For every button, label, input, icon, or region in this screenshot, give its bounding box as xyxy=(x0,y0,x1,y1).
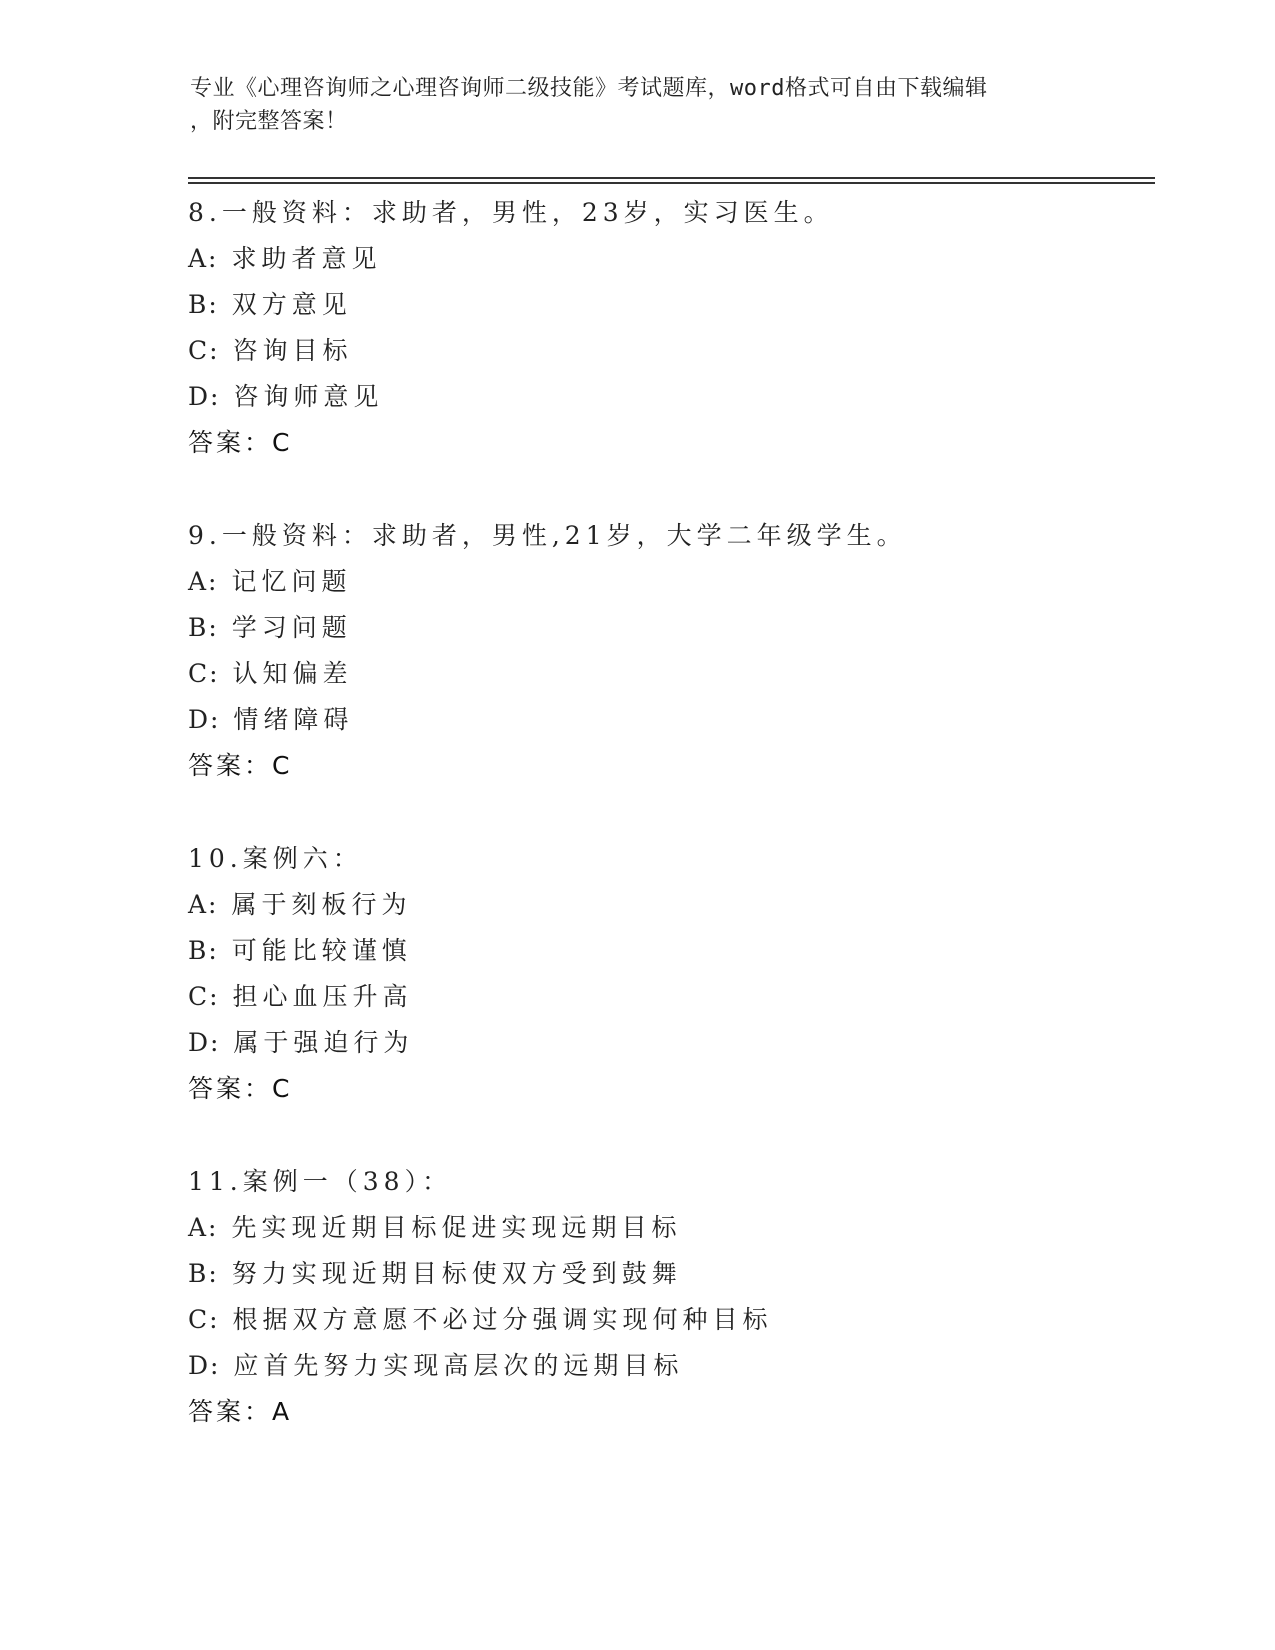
option-letter: A: xyxy=(188,244,219,273)
question-11 xyxy=(188,1159,1148,1435)
option-letter: B: xyxy=(188,936,219,965)
header-line-1: 专业《心理咨询师之心理咨询师二级技能》考试题库，word格式可自由下载编辑 xyxy=(190,76,988,101)
option-b xyxy=(188,605,1148,651)
option-letter: C: xyxy=(188,982,220,1011)
option-letter: A: xyxy=(188,890,219,919)
option-text: 努力实现近期目标使双方受到鼓舞 xyxy=(231,1259,682,1288)
option-text: 学习问题 xyxy=(231,613,352,642)
option-letter: D: xyxy=(188,382,221,411)
option-text: 认知偏差 xyxy=(232,659,353,688)
question-10 xyxy=(188,836,1148,1112)
question-stem: 8.一般资料：求助者，男性，23岁，实习医生。 xyxy=(188,198,834,227)
option-letter: D: xyxy=(188,1351,221,1380)
header-line-2: ，附完整答案！ xyxy=(190,109,348,134)
option-b xyxy=(188,1251,1148,1297)
option-text: 属于刻板行为 xyxy=(231,890,412,919)
header-divider-top xyxy=(188,177,1155,179)
option-text: 求助者意见 xyxy=(231,244,382,273)
question-stem: 10.案例六： xyxy=(188,844,363,873)
document-header xyxy=(190,72,1070,138)
option-text: 咨询师意见 xyxy=(233,382,384,411)
option-a xyxy=(188,1205,1148,1251)
answer-line: 答案：C xyxy=(188,1074,293,1103)
option-text: 根据双方意愿不必过分强调实现何种目标 xyxy=(232,1305,773,1334)
option-b xyxy=(188,928,1148,974)
option-c xyxy=(188,651,1148,697)
option-letter: D: xyxy=(188,705,221,734)
option-text: 双方意见 xyxy=(231,290,352,319)
header-divider-bottom xyxy=(188,182,1155,184)
question-stem: 9.一般资料：求助者，男性,21岁，大学二年级学生。 xyxy=(188,521,907,550)
option-text: 应首先努力实现高层次的远期目标 xyxy=(233,1351,684,1380)
option-c xyxy=(188,328,1148,374)
option-b xyxy=(188,282,1148,328)
option-text: 担心血压升高 xyxy=(232,982,413,1011)
option-letter: A: xyxy=(188,1213,219,1242)
option-d xyxy=(188,1020,1148,1066)
option-letter: B: xyxy=(188,1259,219,1288)
option-text: 记忆问题 xyxy=(231,567,352,596)
option-letter: C: xyxy=(188,336,220,365)
question-stem: 11.案例一（38）： xyxy=(188,1167,453,1196)
answer-line: 答案：C xyxy=(188,751,293,780)
option-letter: C: xyxy=(188,1305,220,1334)
option-text: 先实现近期目标促进实现远期目标 xyxy=(231,1213,682,1242)
option-c xyxy=(188,1297,1148,1343)
question-8 xyxy=(188,190,1148,466)
question-list xyxy=(188,190,1148,1435)
option-letter: D: xyxy=(188,1028,221,1057)
option-d xyxy=(188,697,1148,743)
option-letter: B: xyxy=(188,613,219,642)
option-c xyxy=(188,974,1148,1020)
option-d xyxy=(188,1343,1148,1389)
option-text: 咨询目标 xyxy=(232,336,353,365)
question-9 xyxy=(188,513,1148,789)
option-text: 可能比较谨慎 xyxy=(231,936,412,965)
option-letter: A: xyxy=(188,567,219,596)
option-a xyxy=(188,559,1148,605)
option-a xyxy=(188,882,1148,928)
answer-line: 答案：C xyxy=(188,428,293,457)
option-text: 情绪障碍 xyxy=(233,705,354,734)
option-d xyxy=(188,374,1148,420)
option-letter: C: xyxy=(188,659,220,688)
option-text: 属于强迫行为 xyxy=(233,1028,414,1057)
answer-line: 答案：A xyxy=(188,1397,293,1426)
option-letter: B: xyxy=(188,290,219,319)
option-a xyxy=(188,236,1148,282)
